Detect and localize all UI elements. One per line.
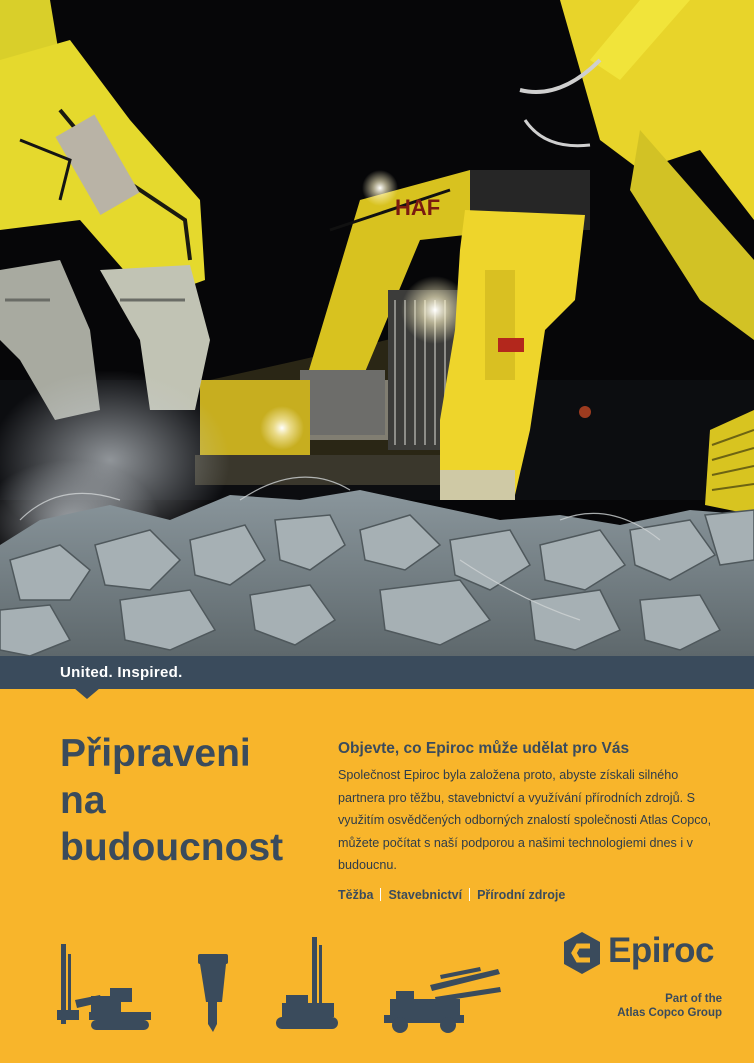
category-construction: Stavebnictví [388,888,463,902]
part-of-line-2: Atlas Copco Group [617,1007,722,1019]
body-copy [338,740,718,877]
category-separator [469,888,470,901]
category-list [338,888,565,902]
brand-name: Epiroc [608,931,714,970]
part-of-line-1: Part of the [665,993,722,1005]
category-separator [380,888,381,901]
parent-company [560,992,722,1020]
headline [60,730,330,871]
hydraulic-breaker-icon [192,952,237,1032]
surface-drill-icon [272,935,342,1035]
tagline-notch [74,688,100,699]
underground-drill-rig-icon [380,965,505,1035]
copy-title: Objevte, co Epiroc může udělat pro Vás [338,740,630,757]
headline-line-3: budoucnost [60,826,284,869]
category-natural-resources: Přírodní zdroje [477,888,566,902]
copy-body: Společnost Epiroc byla založena proto, abyste získali silného partnera pro těžbu, stavebnictví a využívání přírodních zdrojů. S využitím osvědčených odborných znalostí společnosti Atlas Copco, můžete počítat s naší podporou a našimi technologiemi dnes i v budoucnu. [338,768,712,872]
epiroc-logo-icon [562,930,602,976]
svg-text:HAF: HAF [395,195,441,220]
headline-line-1: Připraveni [60,732,251,775]
category-mining: Těžba [338,888,374,902]
tagline: United. Inspired. [60,664,183,681]
headline-line-2: na [60,779,106,822]
drill-rig-icon [55,940,155,1035]
